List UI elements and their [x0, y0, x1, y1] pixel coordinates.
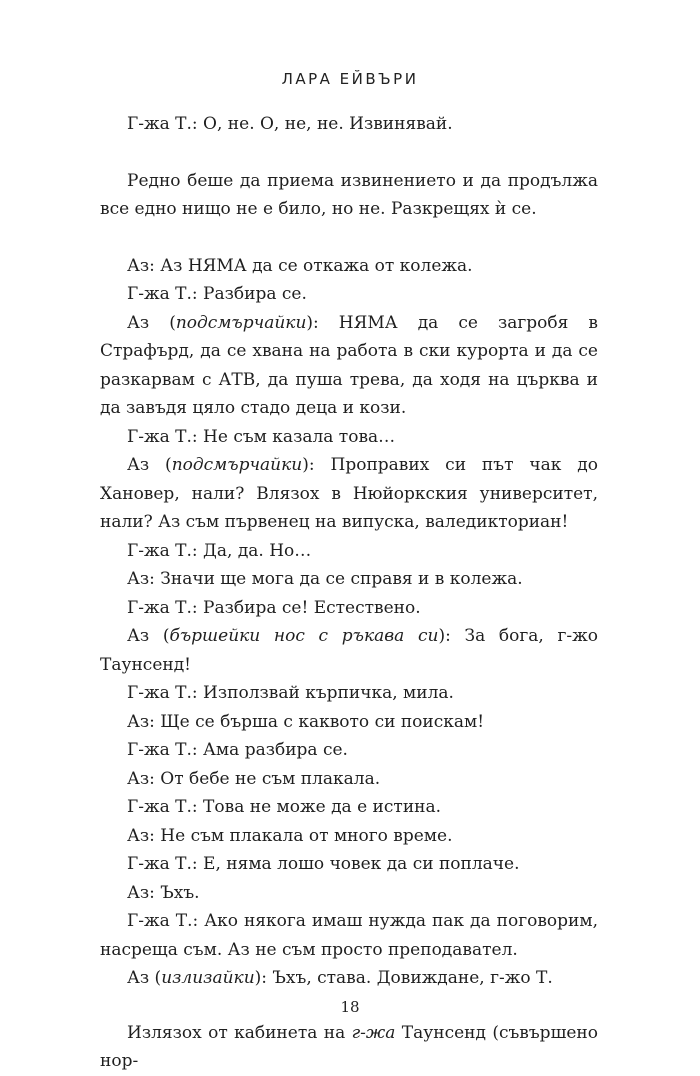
stage-direction: излизайки — [161, 968, 255, 988]
dialogue-speaker: Аз ( — [127, 455, 172, 475]
dialogue-text: ): За бога, г-жо Таунсенд! — [100, 626, 598, 675]
dialogue-line — [100, 451, 598, 537]
dialogue-speaker: Аз ( — [127, 968, 162, 988]
dialogue-line: Г-жа Т.: Е, няма лошо човек да си поплаче. — [127, 854, 520, 874]
stage-direction: подсмърчайки — [171, 455, 303, 475]
running-head: ЛАРА ЕЙВЪРИ — [281, 70, 419, 88]
dialogue-line: Г-жа Т.: Това не може да е истина. — [127, 797, 442, 817]
dialogue-line: Аз: Значи ще мога да се справя и в колежа. — [127, 569, 523, 589]
dialogue-line: Аз: Ъхъ. — [127, 882, 200, 903]
paragraph-spacer — [100, 224, 598, 252]
paragraph-spacer — [100, 139, 598, 167]
paragraph-text: Излязох от кабинета на — [127, 1022, 352, 1043]
dialogue-line: Г-жа Т.: Не съм казала това… — [127, 426, 396, 447]
dialogue-text: ): Проправих си път чак до Хановер, нали? Влязох в Нюйоркския университет, нали? Аз съм първенец на випуска, валедикториан! — [100, 455, 598, 532]
dialogue-line: Аз: Аз НЯМА да се откажа от колежа. — [127, 255, 473, 276]
paragraph: Г-жа Т.: О, не. О, не, не. Извинявай. — [127, 114, 453, 134]
dialogue-line: Г-жа Т.: Да, да. Но… — [127, 540, 312, 561]
italic-text: г-жа — [351, 1022, 396, 1043]
dialogue-line: Г-жа Т.: Ама разбира се. — [127, 740, 348, 760]
dialogue-line: Аз: Ще се бърша с каквото си поискам! — [127, 711, 485, 732]
dialogue-line — [100, 309, 598, 423]
dialogue-line: Аз: Не съм плакала от много време. — [127, 825, 453, 846]
page-body — [100, 110, 598, 1076]
dialogue-line: Г-жа Т.: Използвай кърпичка, мила. — [127, 683, 454, 703]
paragraph: Редно беше да приема извинението и да продължа все едно нищо не е било, но не. Разкрещях ѝ се. — [100, 170, 598, 219]
dialogue-line: Аз: От бебе не съм плакала. — [127, 768, 381, 789]
dialogue-line — [100, 622, 598, 679]
page-number: 18 — [340, 998, 360, 1016]
paragraph-text: Таунсенд (съвършено нор- — [100, 1022, 598, 1071]
dialogue-line: Г-жа Т.: Разбира се! Естествено. — [127, 597, 421, 618]
paragraph — [100, 1019, 598, 1076]
dialogue-line: Г-жа Т.: Ако някога имаш нужда пак да поговорим, насреща съм. Аз не съм просто преподавател. — [100, 911, 598, 960]
dialogue-speaker: Аз ( — [127, 626, 170, 646]
dialogue-text: ): НЯМА да се загробя в Страфърд, да се хвана на работа в ски курорта и да се разкарвам с АТВ, да пуша трева, да ходя на църква и да завъдя цяло стадо деца и кози. — [100, 312, 598, 418]
dialogue-text: ): Ъхъ, става. Довиждане, г-жо Т. — [254, 968, 553, 988]
stage-direction: бършейки нос с ръкава си — [169, 626, 439, 646]
dialogue-speaker: Аз ( — [127, 312, 176, 333]
dialogue-line — [100, 964, 598, 993]
stage-direction: подсмърчайки — [175, 312, 307, 333]
dialogue-line: Г-жа Т.: Разбира се. — [127, 284, 307, 304]
